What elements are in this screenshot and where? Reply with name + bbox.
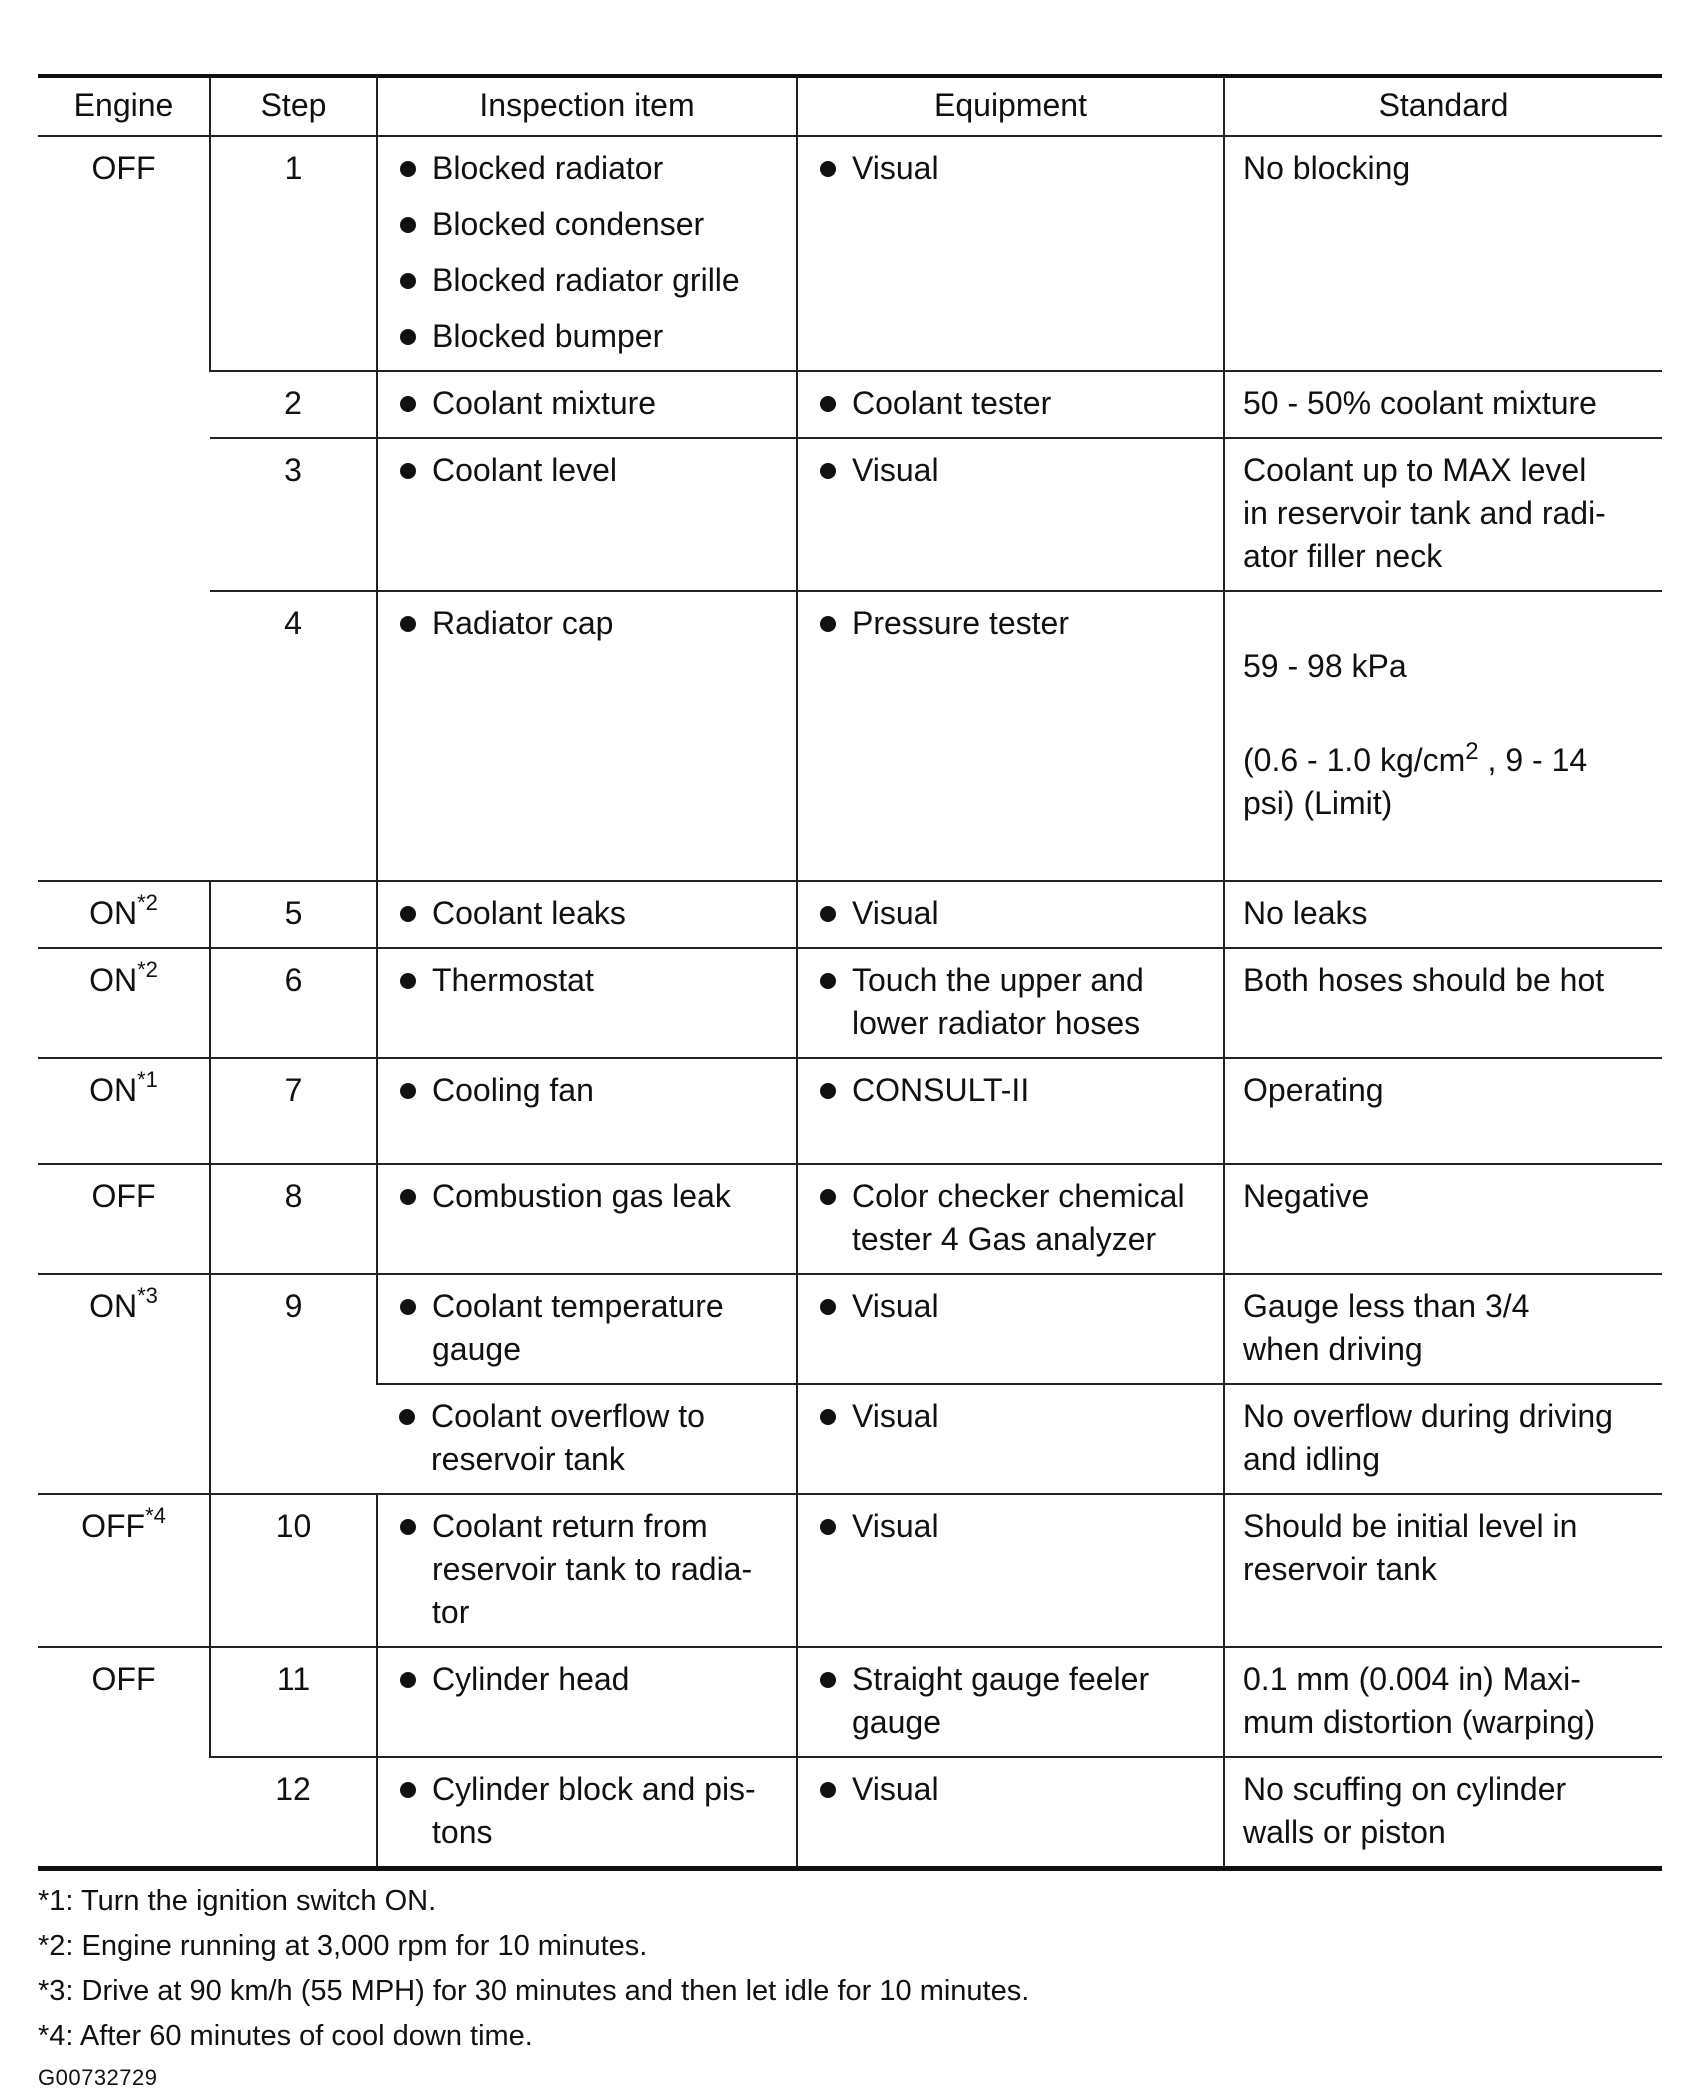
- equipment-cell: [797, 1274, 1224, 1384]
- table-row: [38, 438, 1662, 591]
- inspection-item: Blocked radiator: [432, 150, 664, 186]
- engine-state: OFF: [91, 150, 156, 186]
- equipment-cell: [797, 1757, 1224, 1869]
- inspection-item: Coolant mixture: [432, 385, 657, 421]
- bullet-icon: [820, 1782, 836, 1798]
- inspection-item-cell: [377, 1647, 797, 1757]
- engine-state: ON: [89, 1072, 138, 1108]
- bullet-icon: [400, 616, 416, 632]
- inspection-item-cell: [377, 591, 797, 881]
- standard-cell: Gauge less than 3/4 when driving: [1224, 1274, 1662, 1384]
- table-row: [38, 1757, 1662, 1869]
- list-item: [395, 1395, 778, 1481]
- bullet-icon: [400, 1083, 416, 1099]
- standard-cell: Negative: [1224, 1164, 1662, 1274]
- inspection-item-cell: [377, 948, 797, 1058]
- table-row: [38, 591, 1662, 881]
- header-step: Step: [210, 76, 377, 136]
- equipment-text: Visual: [852, 1288, 939, 1324]
- step-number: 11: [210, 1647, 377, 1757]
- equipment-text: Straight gauge feeler gauge: [852, 1661, 1150, 1740]
- engine-state: ON: [89, 895, 138, 931]
- list-item: [816, 449, 1205, 492]
- bullet-icon: [820, 1299, 836, 1315]
- equipment-cell: [797, 1164, 1224, 1274]
- list-item: [816, 892, 1205, 935]
- equipment-cell: [797, 136, 1224, 371]
- bullet-icon: [399, 1409, 415, 1425]
- bullet-icon: [820, 1189, 836, 1205]
- bullet-icon: [400, 463, 416, 479]
- standard-cell: 0.1 mm (0.004 in) Maxi- mum distortion (warping): [1224, 1647, 1662, 1757]
- bullet-icon: [400, 396, 416, 412]
- equipment-text: CONSULT-II: [852, 1072, 1030, 1108]
- list-item: [816, 382, 1205, 425]
- table-row: [38, 1647, 1662, 1757]
- figure-id: G00732729: [38, 2065, 158, 2090]
- standard-cell: Operating: [1224, 1058, 1662, 1164]
- list-item: [816, 1658, 1205, 1744]
- standard-cell: 50 - 50% coolant mixture: [1224, 371, 1662, 438]
- inspection-item: Radiator cap: [432, 605, 614, 641]
- bullet-icon: [820, 396, 836, 412]
- inspection-item-cell: [377, 881, 797, 948]
- bullet-icon: [820, 616, 836, 632]
- inspection-item: Coolant level: [432, 452, 617, 488]
- inspection-item: Coolant return from reservoir tank to radia- tor: [432, 1508, 753, 1630]
- list-item: [396, 892, 778, 935]
- list-item: [396, 1658, 778, 1701]
- inspection-item-cell: [377, 1058, 797, 1164]
- inspection-item: Coolant leaks: [432, 895, 626, 931]
- equipment-cell: [797, 948, 1224, 1058]
- header-engine: Engine: [73, 87, 174, 123]
- list-item: [816, 1175, 1205, 1261]
- engine-cell: [38, 881, 210, 948]
- footnote-ref: *1: [137, 1067, 158, 1092]
- bullet-icon: [820, 1672, 836, 1688]
- step-number: 9: [210, 1274, 377, 1494]
- engine-cell: [38, 136, 210, 881]
- inspection-item: Blocked radiator grille: [432, 262, 740, 298]
- list-item: [816, 147, 1205, 190]
- inspection-item: Coolant overflow to reservoir tank: [431, 1398, 705, 1477]
- list-item: [396, 959, 778, 1002]
- footnote: *4: After 60 minutes of cool down time.: [38, 2020, 533, 2052]
- inspection-item: Coolant temperature gauge: [432, 1288, 724, 1367]
- inspection-item-cell: [377, 438, 797, 591]
- bullet-icon: [400, 217, 416, 233]
- squared-superscript: 2: [1465, 738, 1479, 765]
- standard-cell: Coolant up to MAX level in reservoir tank and radi- ator filler neck: [1224, 438, 1662, 591]
- list-item: [816, 959, 1205, 1045]
- engine-state: OFF: [81, 1508, 146, 1544]
- bullet-icon: [400, 329, 416, 345]
- inspection-item-cell: [377, 1384, 797, 1494]
- bullet-icon: [400, 161, 416, 177]
- engine-cell: [38, 948, 210, 1058]
- list-item: [396, 1285, 778, 1371]
- inspection-item: Cylinder block and pis- tons: [432, 1771, 756, 1850]
- table-row: [38, 881, 1662, 948]
- step-number: 5: [210, 881, 377, 948]
- equipment-cell: [797, 1384, 1224, 1494]
- pressure-conversion: [1243, 739, 1644, 825]
- standard-cell: No scuffing on cylinder walls or piston: [1224, 1757, 1662, 1869]
- equipment-text: Coolant tester: [852, 385, 1052, 421]
- inspection-item-cell: [377, 1164, 797, 1274]
- standard-cell: Both hoses should be hot: [1224, 948, 1662, 1058]
- equipment-text: Visual: [852, 895, 939, 931]
- header-row: [38, 76, 1662, 136]
- pressure-conversion-b: , 9 - 14 psi) (Limit): [1243, 742, 1588, 821]
- list-item: [816, 1285, 1205, 1328]
- bullet-icon: [820, 1409, 836, 1425]
- footnote-ref: *4: [145, 1503, 166, 1528]
- table-row: [38, 136, 1662, 371]
- inspection-item-cell: [377, 1274, 797, 1384]
- bullet-icon: [400, 1189, 416, 1205]
- list-item: [396, 382, 778, 425]
- inspection-sheet: [38, 74, 1662, 2091]
- bullet-icon: [400, 1782, 416, 1798]
- equipment-text: Color checker chemical tester 4 Gas analyzer: [852, 1178, 1185, 1257]
- inspection-item: Thermostat: [432, 962, 594, 998]
- list-item: [396, 1505, 778, 1634]
- standard-cell: No blocking: [1224, 136, 1662, 371]
- step-number: 7: [210, 1058, 377, 1164]
- list-item: [816, 602, 1205, 645]
- equipment-cell: [797, 1494, 1224, 1647]
- list-item: [816, 1505, 1205, 1548]
- footnote: *1: Turn the ignition switch ON.: [38, 1885, 437, 1917]
- bullet-icon: [820, 1519, 836, 1535]
- header-standard: Standard: [1224, 76, 1662, 136]
- footnotes: [38, 1879, 1662, 2059]
- list-item: [396, 147, 778, 190]
- list-item: [396, 1175, 778, 1218]
- inspection-item-cell: [377, 1494, 797, 1647]
- equipment-text: Visual: [852, 1398, 939, 1434]
- step-number: 10: [210, 1494, 377, 1647]
- list-item: [396, 602, 778, 645]
- bullet-icon: [820, 1083, 836, 1099]
- equipment-cell: [797, 371, 1224, 438]
- header-equipment: Equipment: [797, 76, 1224, 136]
- list-item: [816, 1069, 1205, 1112]
- footnote: *2: Engine running at 3,000 rpm for 10 minutes.: [38, 1930, 648, 1962]
- list-item: [396, 1069, 778, 1112]
- step-number: 2: [210, 371, 377, 438]
- list-item: [396, 203, 778, 246]
- bullet-icon: [400, 906, 416, 922]
- equipment-text: Visual: [852, 1771, 939, 1807]
- engine-cell: [38, 1274, 210, 1494]
- equipment-cell: [797, 1647, 1224, 1757]
- step-number: 6: [210, 948, 377, 1058]
- engine-cell: [38, 1164, 210, 1274]
- step-number: 3: [210, 438, 377, 591]
- inspection-item: Cooling fan: [432, 1072, 594, 1108]
- inspection-item-cell: [377, 371, 797, 438]
- standard-cell: No leaks: [1224, 881, 1662, 948]
- standard-cell: No overflow during driving and idling: [1224, 1384, 1662, 1494]
- cooling-system-inspection-table: [38, 74, 1662, 1871]
- equipment-cell: [797, 591, 1224, 881]
- table-row: [38, 1274, 1662, 1384]
- equipment-text: Touch the upper and lower radiator hoses: [852, 962, 1144, 1041]
- bullet-icon: [820, 906, 836, 922]
- inspection-item-cell: [377, 1757, 797, 1869]
- bullet-icon: [820, 463, 836, 479]
- engine-state: OFF: [91, 1661, 156, 1697]
- engine-cell: [38, 1647, 210, 1869]
- equipment-text: Pressure tester: [852, 605, 1069, 641]
- pressure-range: 59 - 98 kPa: [1243, 648, 1407, 684]
- list-item: [816, 1395, 1205, 1438]
- bullet-icon: [400, 1519, 416, 1535]
- table-row: [38, 948, 1662, 1058]
- list-item: [396, 449, 778, 492]
- inspection-item: Cylinder head: [432, 1661, 630, 1697]
- footnote-ref: *3: [137, 1283, 158, 1308]
- engine-state: OFF: [91, 1178, 156, 1214]
- bullet-icon: [400, 273, 416, 289]
- header-inspection-item: Inspection item: [377, 76, 797, 136]
- engine-state: ON: [89, 962, 138, 998]
- equipment-text: Visual: [852, 452, 939, 488]
- list-item: [816, 1768, 1205, 1811]
- standard-cell: [1224, 591, 1662, 881]
- bullet-icon: [400, 973, 416, 989]
- equipment-cell: [797, 881, 1224, 948]
- engine-state: ON: [89, 1288, 138, 1324]
- table-row: [38, 371, 1662, 438]
- bullet-icon: [400, 1299, 416, 1315]
- footnote-ref: *2: [137, 957, 158, 982]
- list-item: [396, 1768, 778, 1854]
- bullet-icon: [820, 161, 836, 177]
- inspection-item: Combustion gas leak: [432, 1178, 731, 1214]
- footnote-ref: *2: [137, 890, 158, 915]
- equipment-text: Visual: [852, 1508, 939, 1544]
- engine-cell: [38, 1494, 210, 1647]
- inspection-item: Blocked bumper: [432, 318, 664, 354]
- step-number: 8: [210, 1164, 377, 1274]
- equipment-cell: [797, 438, 1224, 591]
- table-row: [38, 1494, 1662, 1647]
- step-number: 1: [210, 136, 377, 371]
- bullet-icon: [820, 973, 836, 989]
- equipment-cell: [797, 1058, 1224, 1164]
- footnote: *3: Drive at 90 km/h (55 MPH) for 30 minutes and then let idle for 10 minutes.: [38, 1975, 1030, 2007]
- standard-cell: Should be initial level in reservoir tank: [1224, 1494, 1662, 1647]
- engine-cell: [38, 1058, 210, 1164]
- inspection-item-cell: [377, 136, 797, 371]
- equipment-text: Visual: [852, 150, 939, 186]
- list-item: [396, 315, 778, 358]
- step-number: 4: [210, 591, 377, 881]
- step-number: 12: [210, 1757, 377, 1869]
- table-row: [38, 1164, 1662, 1274]
- table-row: [38, 1058, 1662, 1164]
- list-item: [396, 259, 778, 302]
- bullet-icon: [400, 1672, 416, 1688]
- pressure-conversion-a: (0.6 - 1.0 kg/cm: [1243, 742, 1466, 778]
- inspection-item: Blocked condenser: [432, 206, 705, 242]
